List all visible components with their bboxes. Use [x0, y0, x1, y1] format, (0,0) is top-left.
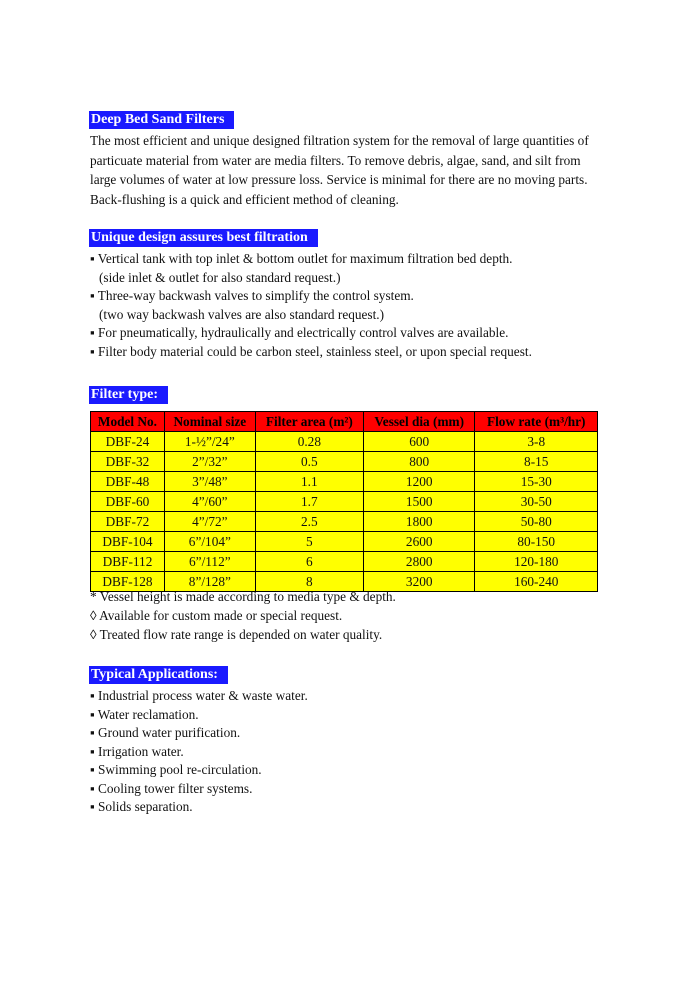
- table-cell: 2800: [363, 552, 475, 572]
- section-heading-applications: Typical Applications:: [89, 666, 228, 684]
- table-header-row: [91, 412, 598, 432]
- table-row: [91, 532, 598, 552]
- table-cell: 5: [255, 532, 363, 552]
- table-cell: 4”/60”: [164, 492, 255, 512]
- table-cell: 2600: [363, 532, 475, 552]
- table-cell: 4”/72”: [164, 512, 255, 532]
- list-item: ▪ For pneumatically, hydraulically and electrically control valves are available.: [90, 325, 509, 340]
- table-cell: 6”/104”: [164, 532, 255, 552]
- table-cell: 1500: [363, 492, 475, 512]
- column-header: Flow rate (m³/hr): [475, 412, 598, 432]
- table-cell: 2”/32”: [164, 452, 255, 472]
- intro-paragraph: The most efficient and unique designed filtration system for the removal of large quantities of particuate material from water are media filters. To remove debris, algae, sand, and silt from large volumes of water at low pressure loss. Service is minimal for there are no moving parts. Back-flushing is a quick and efficient method of cleaning.: [90, 133, 589, 207]
- table-cell: 3”/48”: [164, 472, 255, 492]
- table-cell: 0.28: [255, 432, 363, 452]
- table-cell: 8”/128”: [164, 572, 255, 592]
- table-row: [91, 512, 598, 532]
- table-cell: 1.1: [255, 472, 363, 492]
- table-cell: 80-150: [475, 532, 598, 552]
- table-cell: 1.7: [255, 492, 363, 512]
- table-cell: DBF-72: [91, 512, 165, 532]
- table-cell: DBF-112: [91, 552, 165, 572]
- section-heading-unique-design: Unique design assures best filtration: [89, 229, 318, 247]
- table-cell: 160-240: [475, 572, 598, 592]
- table-cell: DBF-104: [91, 532, 165, 552]
- table-row: [91, 432, 598, 452]
- table-cell: 1800: [363, 512, 475, 532]
- list-item: ▪ Cooling tower filter systems.: [90, 780, 253, 796]
- table-notes: [90, 587, 396, 644]
- column-header: Model No.: [91, 412, 165, 432]
- table-cell: 3200: [363, 572, 475, 592]
- table-cell: 8-15: [475, 452, 598, 472]
- table-cell: 600: [363, 432, 475, 452]
- table-cell: 0.5: [255, 452, 363, 472]
- table-cell: 30-50: [475, 492, 598, 512]
- list-item: ▪ Irrigation water.: [90, 743, 184, 759]
- table-cell: DBF-32: [91, 452, 165, 472]
- table-cell: DBF-60: [91, 492, 165, 512]
- table-cell: 6”/112”: [164, 552, 255, 572]
- list-item: ▪ Water reclamation.: [90, 706, 199, 722]
- section-heading-filter-type: Filter type:: [89, 386, 168, 404]
- table-cell: DBF-128: [91, 572, 165, 592]
- table-cell: 3-8: [475, 432, 598, 452]
- table-cell: 1200: [363, 472, 475, 492]
- section-heading-deep-bed: Deep Bed Sand Filters: [89, 111, 234, 129]
- table-cell: 6: [255, 552, 363, 572]
- note-custom-made: ◊ Available for custom made or special request.: [90, 608, 343, 623]
- table-cell: 8: [255, 572, 363, 592]
- table-cell: 1-½”/24”: [164, 432, 255, 452]
- table-row: [91, 492, 598, 512]
- table-cell: DBF-24: [91, 432, 165, 452]
- table-cell: 15-30: [475, 472, 598, 492]
- filter-type-table: [90, 411, 598, 592]
- note-flow-rate: ◊ Treated flow rate range is depended on water quality.: [90, 627, 383, 642]
- table-row: [91, 452, 598, 472]
- table-cell: DBF-48: [91, 472, 165, 492]
- feature-list: [90, 250, 630, 361]
- column-header: Vessel dia (mm): [363, 412, 475, 432]
- table-row: [91, 552, 598, 572]
- table-row: [91, 472, 598, 492]
- table-cell: 800: [363, 452, 475, 472]
- table-cell: 120-180: [475, 552, 598, 572]
- applications-list: [90, 687, 630, 817]
- list-item: ▪ Filter body material could be carbon steel, stainless steel, or upon special request.: [90, 343, 532, 359]
- column-header: Nominal size: [164, 412, 255, 432]
- list-item: ▪ Industrial process water & waste water.: [90, 688, 308, 703]
- list-item: ▪ Vertical tank with top inlet & bottom outlet for maximum filtration bed depth. (side inlet & outlet for also standard request.): [90, 251, 513, 285]
- list-item: ▪ Three-way backwash valves to simplify the control system. (two way backwash valves are also standard request.): [90, 288, 414, 322]
- list-item: ▪ Swimming pool re-circulation.: [90, 762, 262, 777]
- note-vessel-height: * Vessel height is made according to media type & depth.: [90, 589, 396, 604]
- list-item: ▪ Ground water purification.: [90, 725, 241, 740]
- column-header: Filter area (m²): [255, 412, 363, 432]
- table-cell: 50-80: [475, 512, 598, 532]
- list-item: ▪ Solids separation.: [90, 799, 193, 814]
- table-cell: 2.5: [255, 512, 363, 532]
